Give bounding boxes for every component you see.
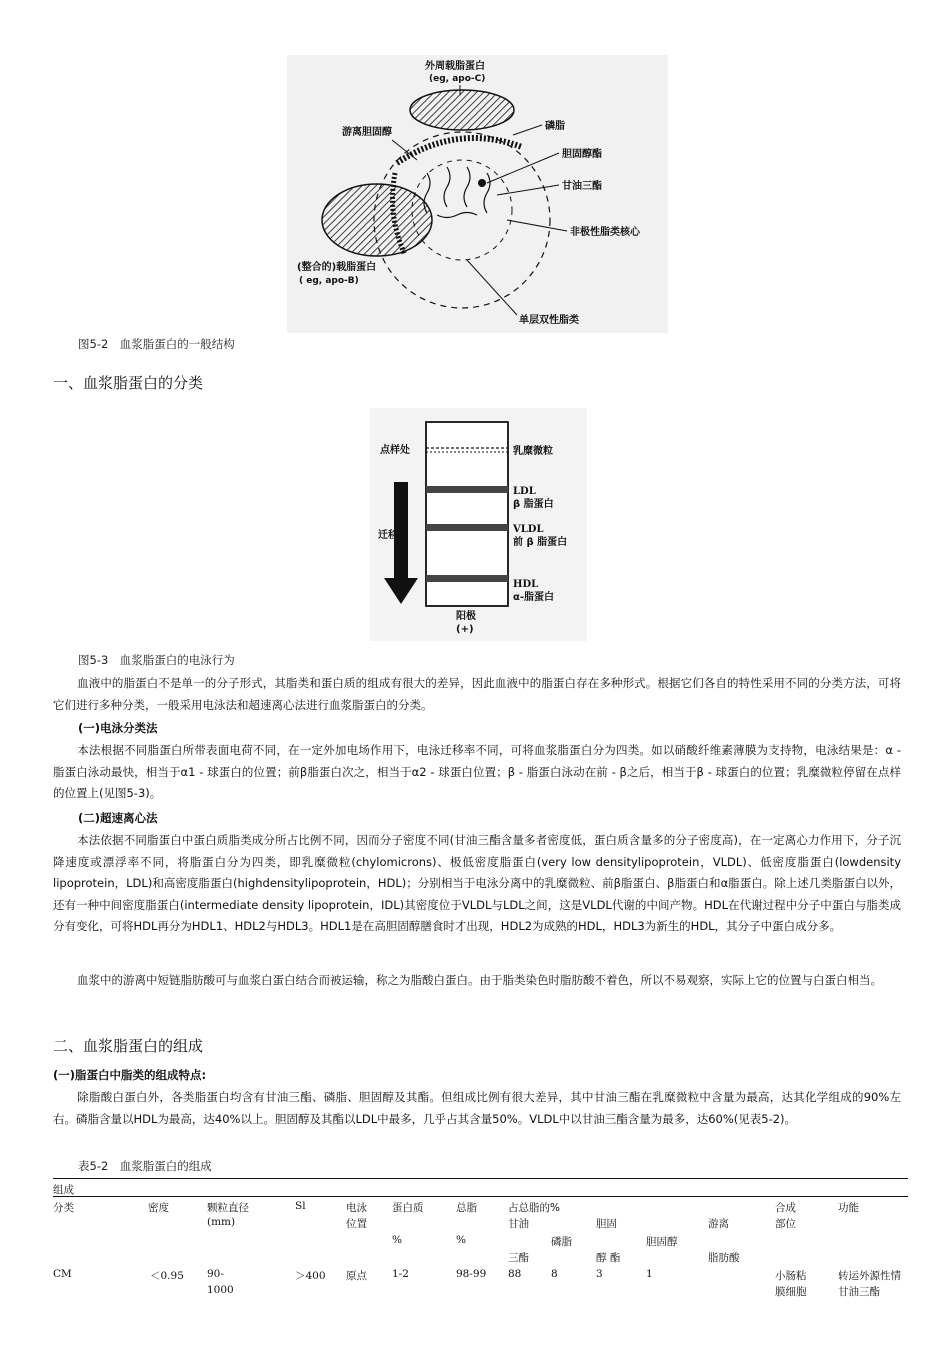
paragraph-albumin [53, 970, 901, 992]
table-cell-tg: 88 [508, 1268, 522, 1280]
table-cell-function: 转运外源性情 [838, 1270, 901, 1282]
label-peripheral-apo: 外周载脂蛋白 [425, 61, 485, 72]
table-header-sf: Sl [295, 1200, 306, 1212]
section-2-title: 二、血浆脂蛋白的组成 [53, 1037, 204, 1055]
subheading-lipid-composition: (一)脂蛋白中脂类的组成特点: [53, 1068, 207, 1082]
table-header-density: 密度 [148, 1202, 169, 1214]
label-anode: 阳极 [456, 611, 476, 622]
table-header-pct-of-lipid: 占总脂的% [508, 1202, 560, 1214]
table-header-protein: 蛋白质 [392, 1202, 424, 1214]
table-top-rule [53, 1178, 908, 1179]
table-cell-ce: 3 [596, 1268, 603, 1280]
leader-line [513, 125, 542, 135]
table-cell-pl: 8 [551, 1268, 558, 1280]
table-cell-site: 小肠粘 [775, 1270, 807, 1282]
table-cell-fc: 1 [646, 1268, 653, 1280]
table-header-group: 组成 [53, 1184, 74, 1196]
label-integral-apo: (整合的)载脂蛋白 [297, 262, 377, 273]
table-cell-ep: 原点 [346, 1270, 367, 1282]
band-vldl [426, 524, 508, 531]
table-cell-diameter: 90- [207, 1268, 224, 1280]
paragraph-lipid-composition-text: 除脂酸白蛋白外，各类脂蛋白均含有甘油三酯、磷脂、胆固醇及其酯。但组成比例有很大差异，其中甘油三酯在乳糜微粒中含量为最高，达其化学组成的90%左右。磷脂含量以HDL为最高，达40%以上。胆固醇及其酯以LDL中最多，几乎占其含量50%。VLDL中以甘油三酯含量为最多，达60%(见表5-2)。 [53, 1090, 901, 1126]
table-header-class: 分类 [53, 1202, 74, 1214]
table-header-fc: 胆固醇 [646, 1236, 678, 1248]
paragraph-lipid-composition [53, 1087, 901, 1130]
integral-apo-ellipse [322, 184, 432, 256]
table-header-site-2: 部位 [775, 1218, 796, 1230]
table-cell-protein: 1-2 [392, 1268, 409, 1280]
label-anode-sign: (+) [456, 624, 474, 635]
table-header-diameter-unit: (mm) [207, 1216, 236, 1228]
table-cell-density: ＜0.95 [150, 1270, 184, 1282]
paragraph-electrophoresis [53, 740, 901, 805]
section-1-title: 一、血浆脂蛋白的分类 [53, 374, 204, 392]
table-header-diameter: 颗粒直径 [207, 1202, 249, 1214]
table-5-2-caption: 表5-2 血浆脂蛋白的组成 [78, 1159, 212, 1173]
table-header-ffa-2: 脂肪酸 [708, 1252, 740, 1264]
label-free-cholesterol: 游离胆固醇 [342, 127, 392, 138]
table-cell-site-2: 膜细胞 [775, 1286, 807, 1298]
label-hdl: HDL [513, 579, 539, 590]
table-cell-diameter-2: 1000 [207, 1284, 234, 1296]
figure-5-3-caption: 图5-3 血浆脂蛋白的电泳行为 [78, 653, 235, 667]
lipoprotein-structure-diagram [287, 55, 668, 333]
table-header-total-lipid-pct: % [456, 1234, 466, 1246]
label-integral-apo-eg: ( eg, apo-B) [299, 276, 359, 286]
label-peripheral-apo-eg: (eg, apo-C) [429, 74, 486, 84]
paragraph-intro-text: 血液中的脂蛋白不是单一的分子形式，其脂类和蛋白质的组成有很大的差异，因此血液中的脂蛋白存在多种形式。根据它们各自的特性采用不同的分类方法，可将它们进行多种分类，一般采用电泳法和超速离心法进行血浆脂蛋白的分类。 [53, 676, 901, 712]
label-origin: 点样处 [380, 445, 410, 456]
label-beta-lipoprotein: β 脂蛋白 [513, 499, 554, 510]
table-header-total-lipid: 总脂 [456, 1202, 477, 1214]
table-header-ffa: 游离 [708, 1218, 729, 1230]
label-phospholipid: 磷脂 [545, 121, 565, 132]
label-monolayer: 单层双性脂类 [519, 315, 579, 326]
label-vldl: VLDL [513, 524, 544, 535]
table-header-rule [53, 1196, 908, 1197]
subheading-ultracentrifugation: (二)超速离心法 [78, 811, 158, 825]
label-ldl: LDL [513, 486, 536, 497]
table-cell-total-lipid: 98-99 [456, 1268, 487, 1280]
subheading-electrophoresis: (一)电泳分类法 [78, 721, 158, 735]
table-header-ep-2: 位置 [346, 1218, 367, 1230]
paragraph-electrophoresis-text: 本法根据不同脂蛋白所带表面电荷不同，在一定外加电场作用下，电泳迁移率不同，可将血浆脂蛋白分为四类。如以硝酸纤维素薄膜为支持物，电泳结果是：α - 脂蛋白泳动最快，相当于α1 - 球蛋白的位置；前β脂蛋白次之，相当于α2 - 球蛋白位置；β - 脂蛋白泳动在前 - β之后，相当于β - 球蛋白的位置；乳糜微粒停留在点样的位置上(见图5-3)。 [53, 743, 901, 801]
table-cell-name: CM [53, 1268, 72, 1280]
peripheral-apo-ellipse [410, 90, 514, 130]
table-header-tg: 甘油 [508, 1218, 529, 1230]
figure-5-2-caption: 图5-2 血浆脂蛋白的一般结构 [78, 337, 235, 351]
table-cell-sf: ＞400 [295, 1270, 326, 1282]
electrophoresis-figure [370, 408, 587, 641]
table-cell-function-2: 甘油三酯 [838, 1286, 880, 1298]
label-pre-beta-lipoprotein: 前 β 脂蛋白 [513, 537, 568, 548]
leader-line [507, 220, 567, 231]
cholesterol-ester-dot [478, 179, 486, 187]
table-header-tg-2: 三酯 [508, 1252, 529, 1264]
lipid-tails [424, 167, 490, 218]
band-ldl [426, 486, 508, 493]
paragraph-intro [53, 673, 901, 716]
migration-arrow-head [384, 578, 418, 604]
band-hdl [426, 575, 508, 582]
table-header-site: 合成 [775, 1202, 796, 1214]
table-header-ce: 胆固 [596, 1218, 617, 1230]
leader-line [497, 185, 559, 195]
label-chylomicron: 乳糜微粒 [513, 446, 553, 457]
paragraph-ultracentrifugation [53, 830, 901, 938]
table-header-ep: 电泳 [346, 1202, 367, 1214]
label-mobility: 迁移率 [378, 530, 408, 541]
leader-line [487, 153, 559, 183]
paragraph-ultracentrifugation-text: 本法依据不同脂蛋白中蛋白质脂类成分所占比例不同，因而分子密度不同(甘油三酯含量多者密度低，蛋白质含量多的分子密度高)，在一定离心力作用下，分子沉降速度或漂浮率不同，将脂蛋白分为四类，即乳糜微粒(chylomicrons)、极低密度脂蛋白(very low densitylipoprotein，VLDL)、低密度脂蛋白(lowdensity lipoprotein，LDL)和高密度脂蛋白(highdensitylipoprotein，HDL)；分别相当于电泳分离中的乳糜微粒、前β脂蛋白、β脂蛋白和α脂蛋白。除上述几类脂蛋白以外，还有一种中间密度脂蛋白(intermediate density lipoprotein，IDL)其密度位于VLDL与LDL之间，这是VLDL代谢的中间产物。HDL在代谢过程中分子中蛋白与脂类成分有变化，可将HDL再分为HDL1、HDL2与HDL3。HDL1是在高胆固醇膳食时才出现，HDL2为成熟的HDL，HDL3为新生的HDL，其分子中蛋白成分多。 [53, 833, 901, 934]
electrophoresis-diagram [370, 408, 587, 641]
label-nonpolar-core: 非极性脂类核心 [570, 227, 640, 238]
label-cholesterol-ester: 胆固醇酯 [562, 149, 602, 160]
lipoprotein-structure-figure [287, 55, 668, 333]
label-alpha-lipoprotein: α-脂蛋白 [513, 592, 555, 603]
table-header-protein-pct: % [392, 1234, 402, 1246]
paragraph-albumin-text: 血浆中的游离中短链脂肪酸可与血浆白蛋白结合而被运输，称之为脂酸白蛋白。由于脂类染色时脂肪酸不着色，所以不易观察，实际上它的位置与白蛋白相当。 [77, 973, 882, 987]
table-header-pl: 磷脂 [551, 1236, 572, 1248]
table-header-function: 功能 [838, 1202, 859, 1214]
table-header-ce-2: 醇 酯 [596, 1252, 621, 1264]
label-triglyceride: 甘油三酯 [562, 181, 602, 192]
